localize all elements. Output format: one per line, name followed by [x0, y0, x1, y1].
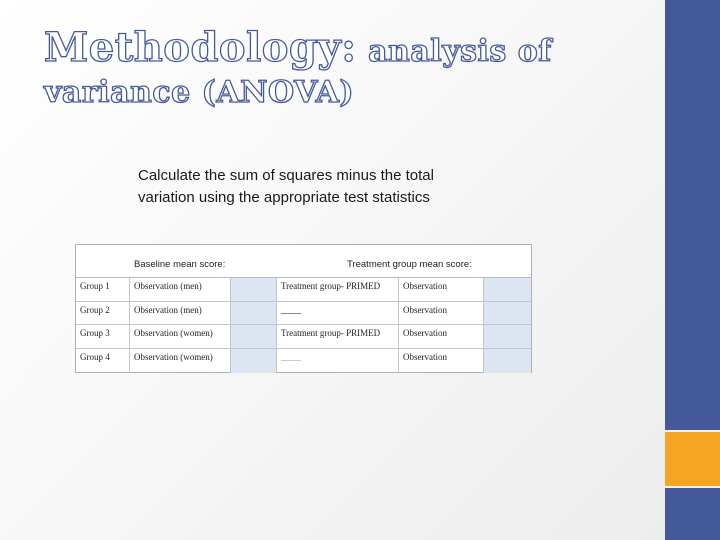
- treatment-value-cell: [483, 278, 531, 301]
- baseline-value-cell: [230, 302, 276, 325]
- group-cell: Group 1: [80, 281, 110, 291]
- treatment-cell: [276, 302, 398, 325]
- group-cell: Group 4: [80, 351, 110, 362]
- title-part1: Methodology:: [44, 24, 357, 71]
- table-row: [76, 349, 531, 373]
- blank-line: [281, 313, 301, 314]
- baseline-header: Baseline mean score:: [134, 259, 226, 270]
- observation-cell: Observation (women): [129, 349, 230, 373]
- baseline-value-cell: [230, 349, 276, 373]
- table-header: [76, 245, 531, 278]
- observation-cell: Observation: [398, 278, 483, 301]
- blank-line: [281, 360, 301, 361]
- baseline-value-cell: [230, 278, 276, 301]
- treatment-value-cell: [483, 325, 531, 348]
- observation-cell: Observation (men): [129, 278, 230, 301]
- treatment-cell: Treatment group- PRIMED: [276, 278, 398, 301]
- baseline-value-cell: [230, 325, 276, 348]
- treatment-header: Treatment group mean score:: [347, 259, 472, 270]
- anova-table: [75, 244, 532, 373]
- sidebar-decoration: [665, 0, 720, 540]
- title-part2: analysis of: [368, 34, 552, 69]
- observation-cell: Observation: [398, 325, 483, 348]
- table-row: [76, 302, 531, 326]
- table-row: [76, 278, 531, 302]
- group-cell: Group 3: [80, 328, 110, 338]
- slide-title: [44, 24, 644, 110]
- observation-cell: Observation: [398, 349, 483, 373]
- treatment-cell: Treatment group- PRIMED: [276, 325, 398, 348]
- table-row: [76, 325, 531, 349]
- sidebar-accent-block: [665, 432, 720, 486]
- subtitle-line1: Calculate the sum of squares minus the total: [138, 167, 434, 184]
- treatment-value-cell: [483, 349, 531, 373]
- treatment-value-cell: [483, 302, 531, 325]
- slide-subtitle: [138, 165, 538, 209]
- subtitle-line2: variation using the appropriate test statistics: [138, 189, 430, 206]
- title-line2: variance (ANOVA): [44, 75, 355, 110]
- sidebar-divider: [665, 486, 720, 488]
- group-cell: Group 2: [80, 304, 110, 315]
- observation-cell: Observation: [398, 302, 483, 325]
- observation-cell: Observation (women): [129, 325, 230, 348]
- treatment-cell: [276, 349, 398, 373]
- observation-cell: Observation (men): [129, 302, 230, 325]
